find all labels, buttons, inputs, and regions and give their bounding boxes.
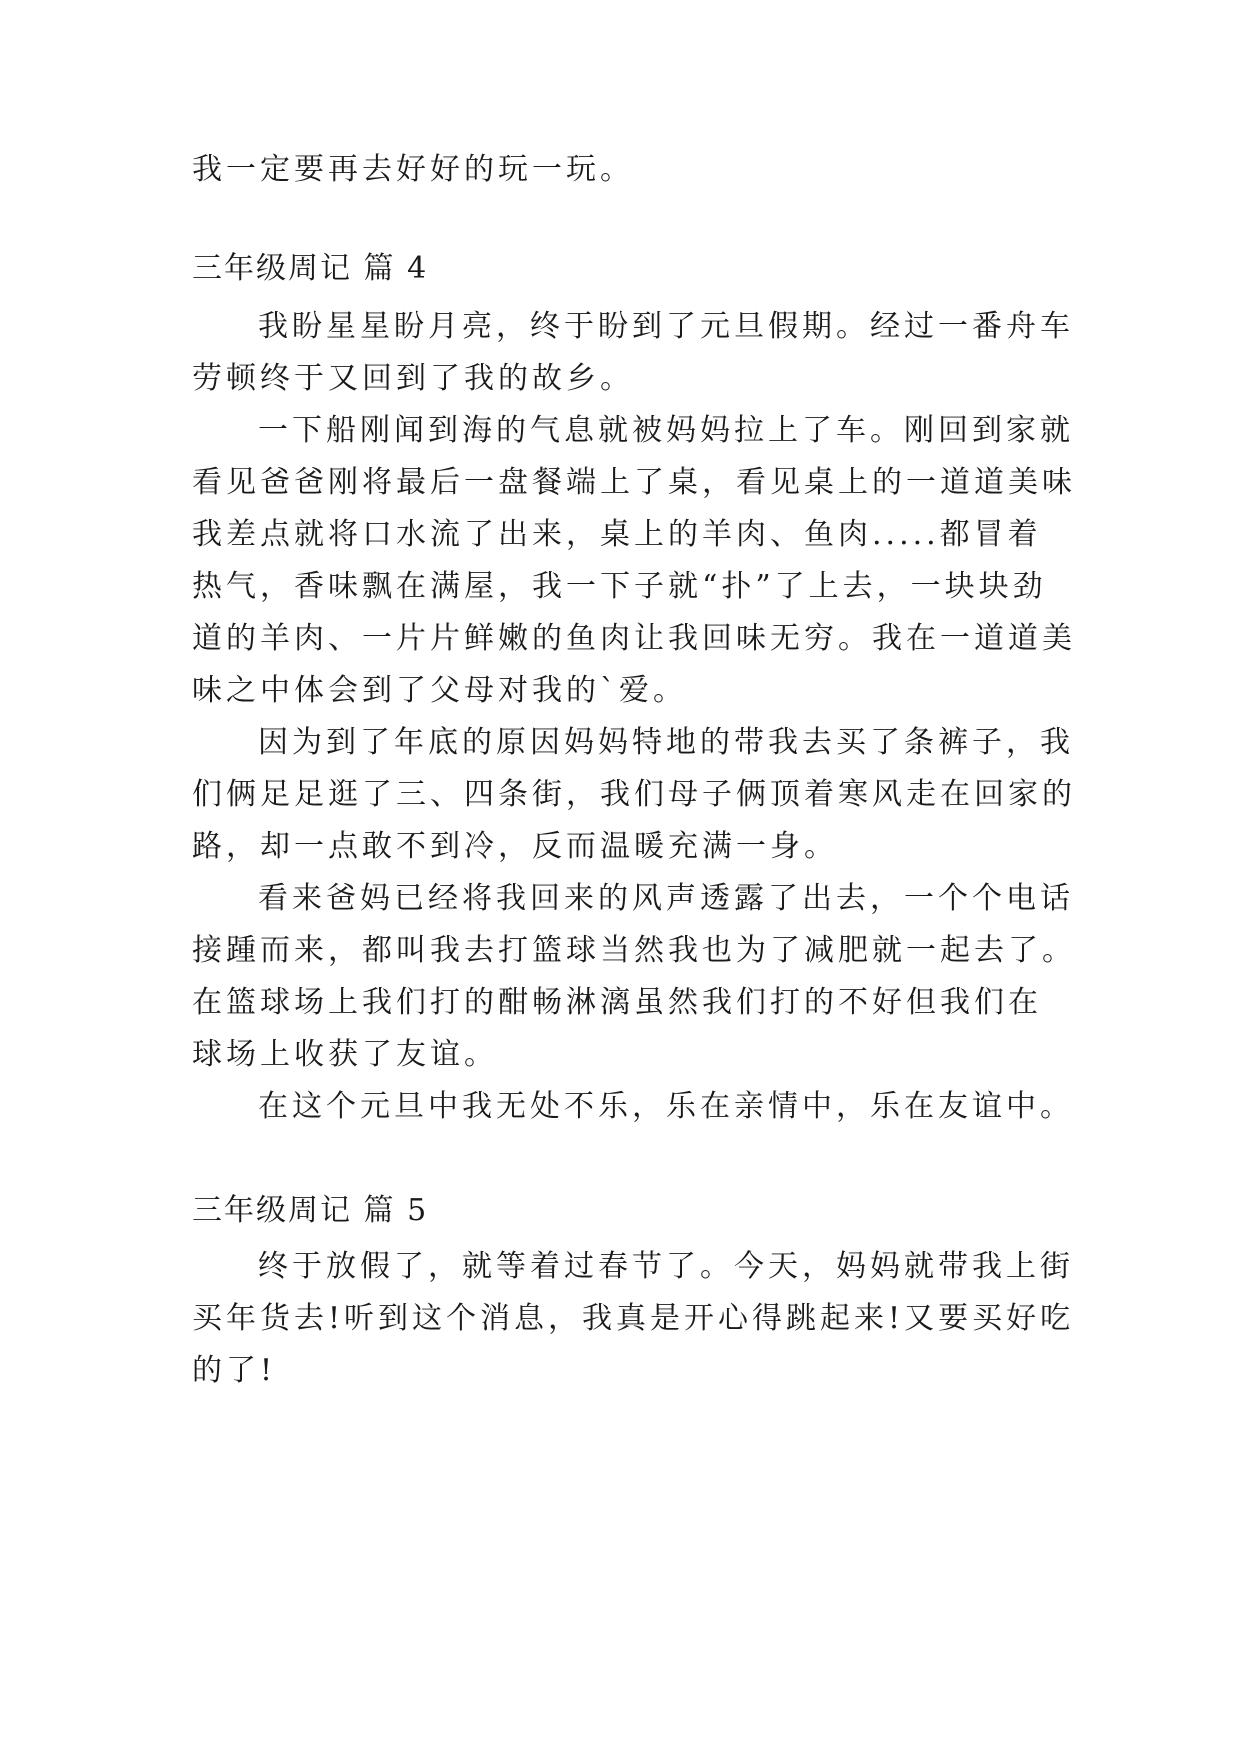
text-line: 在这个元旦中我无处不乐，乐在亲情中，乐在友谊中。	[258, 1089, 1074, 1124]
text-line: 终于放假了，就等着过春节了。今天，妈妈就带我上街	[258, 1249, 1074, 1284]
section-4-body	[192, 301, 1076, 1133]
text-line: 们俩足足逛了三、四条街，我们母子俩顶着寒风走在回家的	[192, 777, 1076, 812]
text-line: 热气，香味飘在满屋，我一下子就“扑”了上去，一块块劲	[192, 569, 1047, 604]
intro-paragraph	[192, 144, 1072, 196]
text-line: 我差点就将口水流了出来，桌上的羊肉、鱼肉.....都冒着	[192, 517, 1042, 552]
text-line: 劳顿终于又回到了我的故乡。	[192, 361, 634, 396]
text-line: 道的羊肉、一片片鲜嫩的鱼肉让我回味无穷。我在一道道美	[192, 621, 1076, 656]
text-line: 接踵而来，都叫我去打篮球当然我也为了减肥就一起去了。	[192, 933, 1076, 968]
text-line: 我一定要再去好好的玩一玩。	[192, 152, 634, 187]
text-line: 味之中体会到了父母对我的`爱。	[192, 673, 687, 708]
text-line: 球场上收获了友谊。	[192, 1037, 498, 1072]
text-line: 的了!	[192, 1353, 277, 1388]
section-5-body	[192, 1241, 1075, 1397]
text-line: 路，却一点敢不到冷，反而温暖充满一身。	[192, 829, 838, 864]
section-heading-5: 三年级周记 篇 5	[192, 1193, 429, 1228]
section-heading-4: 三年级周记 篇 4	[192, 251, 429, 286]
text-line: 我盼星星盼月亮，终于盼到了元旦假期。经过一番舟车	[258, 309, 1074, 344]
text-line: 在篮球场上我们打的酣畅淋漓虽然我们打的不好但我们在	[192, 985, 1042, 1020]
text-line: 因为到了年底的原因妈妈特地的带我去买了条裤子，我	[258, 725, 1074, 760]
text-line: 看见爸爸刚将最后一盘餐端上了桌，看见桌上的一道道美味	[192, 465, 1076, 500]
text-line: 一下船刚闻到海的气息就被妈妈拉上了车。刚回到家就	[258, 413, 1074, 448]
text-line: 买年货去!听到这个消息，我真是开心得跳起来!又要买好吃	[192, 1301, 1075, 1336]
text-line: 看来爸妈已经将我回来的风声透露了出去，一个个电话	[258, 881, 1074, 916]
